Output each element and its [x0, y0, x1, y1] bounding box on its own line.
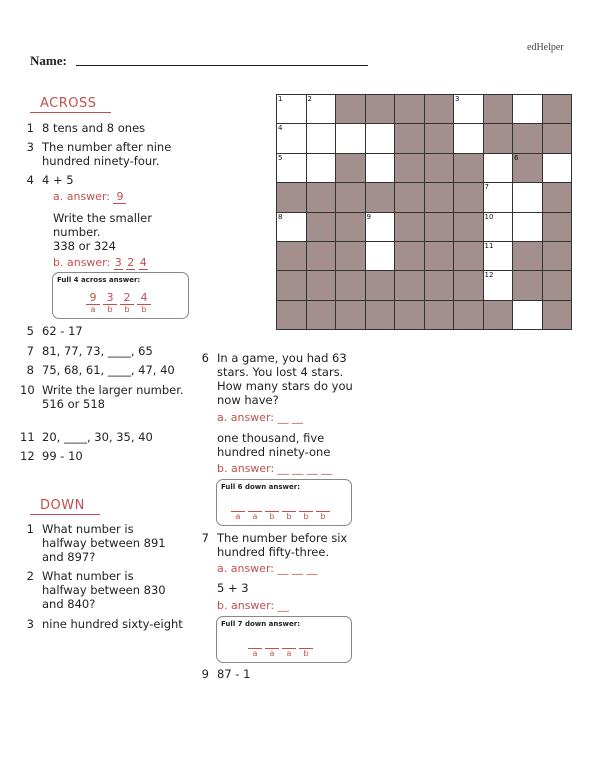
grid-cell-blocked	[512, 153, 543, 183]
down-clue-7	[195, 531, 365, 559]
answer-a-label: a. answer:	[217, 411, 274, 424]
grid-cell[interactable]	[512, 182, 543, 212]
full-answer-cell[interactable]: b	[299, 635, 313, 659]
grid-cell-blocked	[542, 270, 573, 300]
clue-text: and 897?	[42, 550, 96, 564]
grid-cell-blocked	[453, 270, 484, 300]
name-label: Name:	[30, 53, 67, 68]
clue-number: 8	[26, 363, 34, 377]
grid-cell-blocked	[335, 270, 366, 300]
grid-cell-number: 10	[484, 212, 494, 221]
clue-text: What number is	[42, 569, 134, 583]
grid-cell-blocked	[394, 94, 425, 124]
grid-cell[interactable]	[512, 300, 543, 330]
across-clue-3	[20, 140, 205, 168]
answer-a-blanks[interactable]: __ __	[277, 411, 303, 424]
grid-cell-number: 12	[484, 271, 494, 280]
grid-cell-blocked	[424, 270, 455, 300]
answer-b-digit[interactable]: 4	[139, 256, 147, 269]
full-answer-title: Full 7 down answer:	[221, 620, 301, 628]
grid-cell[interactable]	[542, 153, 573, 183]
clue-text: 87 - 1	[217, 667, 251, 681]
clue-text: 516 or 518	[42, 397, 105, 411]
grid-cell-blocked	[512, 241, 543, 271]
across-4-answer-a	[53, 190, 126, 203]
full-answer-cell[interactable]: 3 b	[103, 291, 117, 315]
grid-cell-blocked	[394, 182, 425, 212]
full-answer-title: Full 4 across answer:	[57, 276, 141, 284]
full-answer-cell[interactable]: 9 a	[86, 291, 100, 315]
clue-text: 99 - 10	[42, 449, 83, 463]
grid-cell[interactable]	[483, 153, 514, 183]
prompt-line: Write the smaller	[53, 211, 152, 225]
down-7-answer-a	[217, 562, 317, 575]
clue-text: 8 tens and 8 ones	[42, 121, 146, 135]
grid-cell[interactable]	[276, 212, 307, 242]
full-answer-cell[interactable]: b	[316, 498, 330, 522]
grid-cell[interactable]	[453, 94, 484, 124]
grid-cell-blocked	[424, 300, 455, 330]
grid-cell-blocked	[542, 212, 573, 242]
grid-cell-blocked	[394, 270, 425, 300]
down-clue-6	[195, 351, 365, 407]
prompt-line: number.	[53, 225, 101, 239]
grid-cell-number: 8	[278, 212, 283, 221]
full-answer-cell[interactable]: a	[265, 635, 279, 659]
grid-cell-blocked	[335, 241, 366, 271]
grid-cell-blocked	[542, 94, 573, 124]
full-answer-cells	[86, 291, 154, 316]
clue-text: halfway between 830	[42, 583, 166, 597]
full-answer-cell[interactable]: 4 b	[137, 291, 151, 315]
answer-b-blanks[interactable]: __ __ __ __	[277, 462, 333, 475]
answer-a-value[interactable]: 9	[113, 190, 126, 204]
grid-cell-blocked	[512, 270, 543, 300]
full-answer-cell[interactable]: 2 b	[120, 291, 134, 315]
answer-a-blanks[interactable]: __ __ __	[277, 562, 318, 575]
grid-cell-blocked	[512, 123, 543, 153]
name-field[interactable]	[76, 65, 368, 66]
grid-cell-blocked	[394, 123, 425, 153]
grid-cell-number: 7	[484, 183, 489, 192]
clue-number: 9	[201, 667, 209, 681]
grid-cell-blocked	[335, 153, 366, 183]
grid-cell-blocked	[483, 94, 514, 124]
clue-number: 1	[26, 522, 34, 536]
grid-cell[interactable]	[306, 94, 337, 124]
grid-cell-blocked	[542, 300, 573, 330]
clue-number: 3	[26, 617, 34, 631]
grid-cell[interactable]	[365, 212, 396, 242]
clue-text: stars. You lost 4 stars.	[217, 365, 344, 379]
grid-cell-blocked	[424, 123, 455, 153]
full-answer-cells	[231, 498, 333, 523]
clue-text: 4 + 5	[42, 173, 74, 187]
down-7-answer-b	[217, 599, 289, 612]
grid-cell-blocked	[306, 212, 337, 242]
grid-cell-blocked	[394, 300, 425, 330]
grid-cell[interactable]	[365, 153, 396, 183]
grid-cell-blocked	[453, 300, 484, 330]
clue-number: 3	[26, 140, 34, 154]
grid-cell[interactable]	[306, 123, 337, 153]
clue-number: 10	[20, 383, 35, 397]
grid-cell-blocked	[424, 94, 455, 124]
full-answer-title: Full 6 down answer:	[221, 483, 301, 491]
clue-text: The number before six	[217, 531, 348, 545]
across-heading: ACROSS	[30, 96, 111, 113]
across-clue-4	[20, 173, 205, 187]
down-clue-3	[20, 617, 200, 631]
full-answer-cell[interactable]: b	[265, 498, 279, 522]
grid-cell-number: 1	[278, 95, 283, 103]
down-7-prompt	[217, 581, 367, 595]
grid-cell[interactable]	[335, 123, 366, 153]
grid-cell-blocked	[276, 241, 307, 271]
clue-text: now have?	[217, 393, 279, 407]
full-answer-cell[interactable]: a	[231, 498, 245, 522]
grid-cell-blocked	[424, 241, 455, 271]
clue-text: How many stars do you	[217, 379, 353, 393]
clue-text: 20, ____, 30, 35, 40	[42, 430, 153, 444]
across-clue-1	[20, 121, 200, 135]
grid-cell-blocked	[542, 182, 573, 212]
across-clue-11	[20, 430, 200, 444]
clue-number: 6	[201, 351, 209, 365]
full-answer-box-4-across	[52, 272, 189, 319]
grid-cell-blocked	[276, 182, 307, 212]
full-answer-cell[interactable]: b	[299, 498, 313, 522]
clue-number: 7	[26, 344, 34, 358]
grid-cell-blocked	[483, 123, 514, 153]
full-answer-cell[interactable]: a	[282, 635, 296, 659]
clue-text: hundred ninety-four.	[42, 154, 160, 168]
answer-b-label: b. answer:	[217, 599, 275, 612]
grid-cell-blocked	[542, 123, 573, 153]
grid-cell-blocked	[365, 300, 396, 330]
grid-cell-blocked	[424, 153, 455, 183]
grid-cell[interactable]	[483, 182, 514, 212]
prompt-line: 338 or 324	[53, 239, 116, 253]
full-answer-cell[interactable]: a	[248, 635, 262, 659]
brand-label: edHelper	[527, 42, 564, 53]
clue-number: 2	[26, 569, 34, 583]
grid-cell-number: 9	[366, 212, 371, 221]
grid-cell[interactable]	[276, 94, 307, 124]
grid-cell-blocked	[424, 182, 455, 212]
grid-cell[interactable]	[365, 123, 396, 153]
crossword-grid	[276, 94, 571, 329]
grid-cell-blocked	[394, 241, 425, 271]
grid-cell[interactable]	[483, 270, 514, 300]
grid-cell-blocked	[542, 241, 573, 271]
prompt-line: one thousand, five	[217, 431, 325, 445]
grid-cell-blocked	[453, 153, 484, 183]
clue-text: The number after nine	[42, 140, 172, 154]
clue-number: 7	[201, 531, 209, 545]
grid-cell-blocked	[365, 94, 396, 124]
across-clue-7	[20, 344, 200, 358]
grid-cell-blocked	[394, 212, 425, 242]
down-6-answer-b	[217, 462, 332, 475]
clue-text: 62 - 17	[42, 324, 83, 338]
answer-b-digit[interactable]: 3	[114, 256, 122, 269]
grid-cell[interactable]	[453, 123, 484, 153]
prompt-line: hundred ninety-one	[217, 445, 331, 459]
grid-cell[interactable]	[483, 212, 514, 242]
grid-cell-blocked	[335, 94, 366, 124]
down-heading: DOWN	[30, 498, 100, 515]
clue-text: Write the larger number.	[42, 383, 184, 397]
clue-text: 75, 68, 61, ____, 47, 40	[42, 363, 175, 377]
grid-cell-number: 6	[514, 153, 519, 162]
clue-number: 5	[26, 324, 34, 338]
grid-cell-number: 2	[307, 95, 312, 103]
grid-cell[interactable]	[483, 241, 514, 271]
across-clue-12	[20, 449, 200, 463]
grid-cell-blocked	[306, 270, 337, 300]
grid-cell-number: 5	[278, 153, 283, 162]
answer-b-label: b. answer:	[53, 256, 111, 269]
clue-text: 81, 77, 73, ____, 65	[42, 344, 153, 358]
down-clue-2	[20, 569, 200, 611]
across-clue-8	[20, 363, 200, 377]
clue-text: and 840?	[42, 597, 96, 611]
prompt-line: 5 + 3	[217, 581, 249, 595]
grid-cell-blocked	[453, 212, 484, 242]
grid-cell[interactable]	[276, 153, 307, 183]
grid-cell-number: 11	[484, 242, 494, 250]
grid-cell-blocked	[453, 182, 484, 212]
down-clue-9	[195, 667, 365, 681]
answer-b-blanks[interactable]: __	[277, 599, 289, 612]
clue-text: What number is	[42, 522, 134, 536]
grid-cell-blocked	[276, 300, 307, 330]
down-6-prompt	[217, 431, 367, 459]
clue-text: nine hundred sixty-eight	[42, 617, 183, 631]
clue-text: In a game, you had 63	[217, 351, 347, 365]
across-4-prompt	[53, 211, 203, 253]
grid-cell[interactable]	[306, 153, 337, 183]
grid-cell[interactable]	[365, 241, 396, 271]
answer-b-label: b. answer:	[217, 462, 275, 475]
across-clue-5	[20, 324, 200, 338]
grid-cell-number: 4	[278, 124, 283, 133]
grid-cell[interactable]	[276, 123, 307, 153]
answer-b-digit[interactable]: 2	[127, 256, 135, 269]
grid-cell-blocked	[394, 153, 425, 183]
grid-cell-blocked	[306, 182, 337, 212]
down-6-answer-a	[217, 411, 303, 424]
grid-cell[interactable]	[512, 212, 543, 242]
full-answer-box-6-down	[216, 479, 352, 526]
full-answer-cells	[248, 635, 316, 660]
full-answer-cell[interactable]: b	[282, 498, 296, 522]
grid-cell-blocked	[453, 241, 484, 271]
clue-text: hundred fifty-three.	[217, 545, 330, 559]
across-clue-10	[20, 383, 205, 411]
clue-number: 1	[26, 121, 34, 135]
grid-cell-blocked	[365, 270, 396, 300]
down-clue-1	[20, 522, 200, 564]
grid-cell-blocked	[306, 241, 337, 271]
clue-number: 11	[20, 430, 35, 444]
grid-cell-blocked	[276, 270, 307, 300]
grid-cell-number: 3	[455, 95, 460, 103]
answer-a-label: a. answer:	[217, 562, 274, 575]
clue-text: halfway between 891	[42, 536, 166, 550]
clue-number: 12	[20, 449, 35, 463]
grid-cell-blocked	[306, 300, 337, 330]
grid-cell-blocked	[335, 300, 366, 330]
across-4-answer-b	[53, 256, 148, 269]
clue-number: 4	[26, 173, 34, 187]
grid-cell-blocked	[335, 182, 366, 212]
grid-cell-blocked	[483, 300, 514, 330]
grid-cell-blocked	[365, 182, 396, 212]
answer-a-label: a. answer:	[53, 190, 110, 203]
full-answer-box-7-down	[216, 616, 352, 663]
grid-cell[interactable]	[512, 94, 543, 124]
grid-cell-blocked	[335, 212, 366, 242]
grid-cell-blocked	[424, 212, 455, 242]
full-answer-cell[interactable]: a	[248, 498, 262, 522]
